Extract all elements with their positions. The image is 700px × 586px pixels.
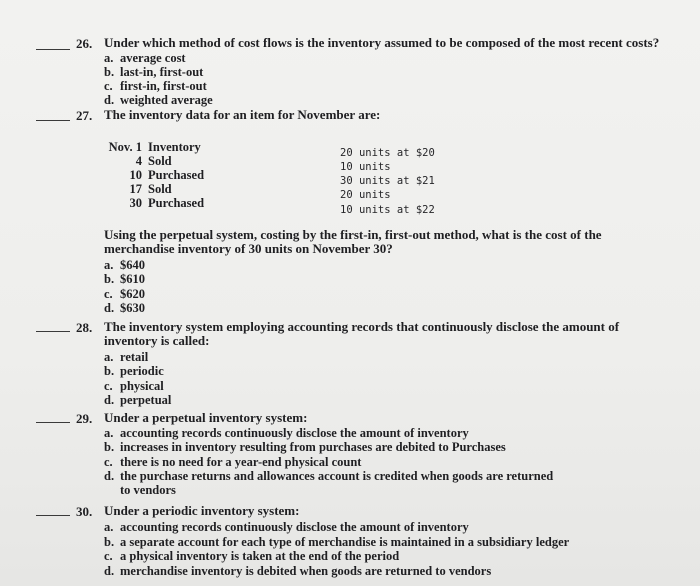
option-b [104,65,203,79]
option-b [104,535,569,549]
inventory-date: 17 [129,182,142,196]
question-number: 30. [76,504,93,519]
option-text: $640 [120,258,145,272]
inventory-date: Nov. 1 [108,140,142,154]
inventory-event: Sold [148,154,172,168]
option-text: increases in inventory resulting from purchases are debited to Purchases [120,440,506,454]
option-b [104,440,506,454]
option-text: periodic [120,364,164,378]
option-letter: c. [104,379,113,393]
option-a [104,51,186,65]
answer-blank-26[interactable] [36,49,70,50]
option-d [104,469,564,497]
answer-blank-30[interactable] [36,515,70,516]
option-letter: a. [104,350,114,364]
inventory-row [108,182,172,196]
answer-blank-28[interactable] [36,331,70,332]
inventory-date: 4 [135,154,142,168]
inventory-quantity: 20 units at $20 [340,147,435,159]
option-text: $620 [120,287,145,301]
option-letter: b. [104,65,115,79]
question-number: 28. [76,320,93,335]
inventory-event: Purchased [148,168,205,182]
option-c [104,79,207,93]
inventory-event: Inventory [148,140,201,154]
question-prompt: Using the perpetual system, costing by the first-in, first-out method, what is the cost of the merchandise inventory of 30 units on November 30? [104,227,602,256]
question-text: The inventory data for an item for November are: [104,107,381,122]
option-text: merchandise inventory is debited when goods are returned to vendors [120,564,492,578]
option-text: physical [120,379,164,393]
option-text: retail [120,350,149,364]
option-a [104,520,469,534]
option-text: weighted average [120,93,213,107]
option-a [104,258,145,272]
inventory-row [108,168,204,182]
option-letter: b. [104,272,115,286]
option-text: last-in, first-out [120,65,204,79]
question-number: 26. [76,36,93,51]
option-text: accounting records continuously disclose the amount of inventory [120,426,469,440]
inventory-row [108,154,172,168]
option-letter: a. [104,51,114,65]
option-letter: d. [104,564,115,578]
inventory-quantity: 30 units at $21 [340,175,435,187]
option-letter: c. [104,455,113,469]
option-text: the purchase returns and allowances account is credited when goods are returned to vendors [120,469,554,497]
question-text: The inventory system employing accounting records that continuously disclose the amount of inventory is called: [104,319,620,348]
option-letter: b. [104,535,115,549]
option-b [104,272,145,286]
question-text: Under a periodic inventory system: [104,503,300,518]
option-d [104,93,213,107]
option-letter: c. [104,549,113,563]
question-text: Under which method of cost flows is the inventory assumed to be composed of the most recent costs? [104,35,660,50]
option-c [104,287,145,301]
option-text: a physical inventory is taken at the end of the period [120,549,400,563]
option-letter: a. [104,258,114,272]
inventory-quantity: 20 units [340,189,391,201]
inventory-date: 10 [129,168,142,182]
option-text: average cost [120,51,186,65]
option-d [104,564,491,578]
option-letter: d. [104,393,115,407]
option-text: $630 [120,301,145,315]
option-letter: c. [104,287,113,301]
option-text: a separate account for each type of merchandise is maintained in a subsidiary ledger [120,535,570,549]
question-text: Under a perpetual inventory system: [104,410,308,425]
option-b [104,364,164,378]
question-number: 29. [76,411,93,426]
question-number: 27. [76,108,93,123]
inventory-quantity: 10 units [340,161,391,173]
option-text: first-in, first-out [120,79,207,93]
option-letter: a. [104,520,114,534]
option-letter: c. [104,79,113,93]
option-letter: b. [104,440,115,454]
option-c [104,455,361,469]
inventory-row [108,196,204,210]
option-letter: d. [104,93,115,107]
inventory-event: Sold [148,182,172,196]
option-d [104,393,171,407]
answer-blank-27[interactable] [36,120,70,121]
option-a [104,350,148,364]
option-text: there is no need for a year-end physical count [120,455,362,469]
option-a [104,426,469,440]
inventory-date: 30 [129,196,142,210]
option-letter: b. [104,364,115,378]
option-text: perpetual [120,393,172,407]
option-text: $610 [120,272,145,286]
inventory-row [108,140,201,154]
option-letter: d. [104,469,115,483]
inventory-quantity: 10 units at $22 [340,204,435,216]
answer-blank-29[interactable] [36,422,70,423]
option-text: accounting records continuously disclose the amount of inventory [120,520,469,534]
option-letter: a. [104,426,114,440]
option-d [104,301,145,315]
option-c [104,379,164,393]
option-c [104,549,399,563]
inventory-event: Purchased [148,196,205,210]
option-letter: d. [104,301,115,315]
